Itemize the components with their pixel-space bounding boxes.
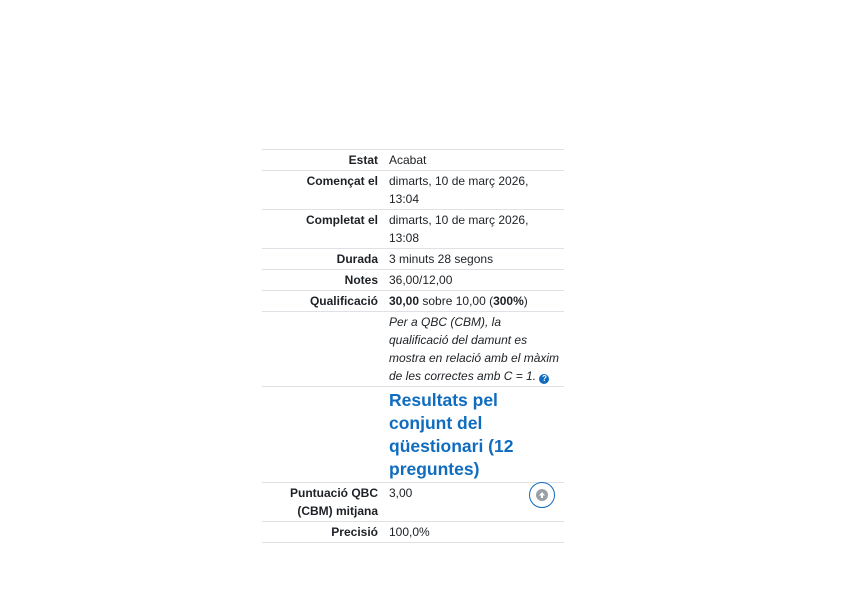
question-circle-icon[interactable]: ?: [539, 374, 549, 384]
grade-value: [389, 291, 564, 312]
row-value: 100,0%: [389, 522, 564, 543]
cbm-note-text: Per a QBC (CBM), la qualificació del damunt es mostra en relació amb el màxim de les correctes amb C = 1.: [389, 315, 560, 383]
arrow-up-icon: [536, 489, 548, 501]
summary-row-started: [262, 171, 564, 210]
row-label: Durada: [262, 249, 389, 270]
grade-percent: 300%: [493, 294, 524, 308]
section-heading-cell: [389, 387, 564, 483]
summary-row-grade: [262, 291, 564, 312]
row-label: Completat el: [262, 210, 389, 249]
row-value: dimarts, 10 de març 2026, 13:08: [389, 210, 564, 249]
scroll-to-top-button[interactable]: [529, 482, 555, 508]
summary-row-cbm-note: [262, 312, 564, 387]
summary-row-marks: [262, 270, 564, 291]
summary-row-completed: [262, 210, 564, 249]
cbm-note: [389, 312, 564, 387]
row-label-empty: [262, 387, 389, 483]
row-label-empty: [262, 312, 389, 387]
row-value: 36,00/12,00: [389, 270, 564, 291]
summary-row-state: [262, 150, 564, 171]
grade-middle: sobre 10,00 (: [419, 294, 494, 308]
row-value: dimarts, 10 de març 2026, 13:04: [389, 171, 564, 210]
grade-score: 30,00: [389, 294, 420, 308]
row-label: Notes: [262, 270, 389, 291]
quiz-summary-table: [262, 149, 564, 543]
section-heading: Resultats pel conjunt del qüestionari (12 preguntes): [389, 390, 514, 479]
row-label: Precisió: [262, 522, 389, 543]
row-label: Estat: [262, 150, 389, 171]
row-label: Qualificació: [262, 291, 389, 312]
row-label: Puntuació QBC (CBM) mitjana: [262, 483, 389, 522]
summary-row-average: [262, 483, 564, 522]
summary-row-accuracy: [262, 522, 564, 543]
row-value: 3 minuts 28 segons: [389, 249, 564, 270]
summary-row-section-heading: [262, 387, 564, 483]
grade-end: ): [523, 294, 528, 308]
row-value: 3,00: [389, 483, 564, 522]
summary-row-duration: [262, 249, 564, 270]
row-value: Acabat: [389, 150, 564, 171]
row-label: Començat el: [262, 171, 389, 210]
